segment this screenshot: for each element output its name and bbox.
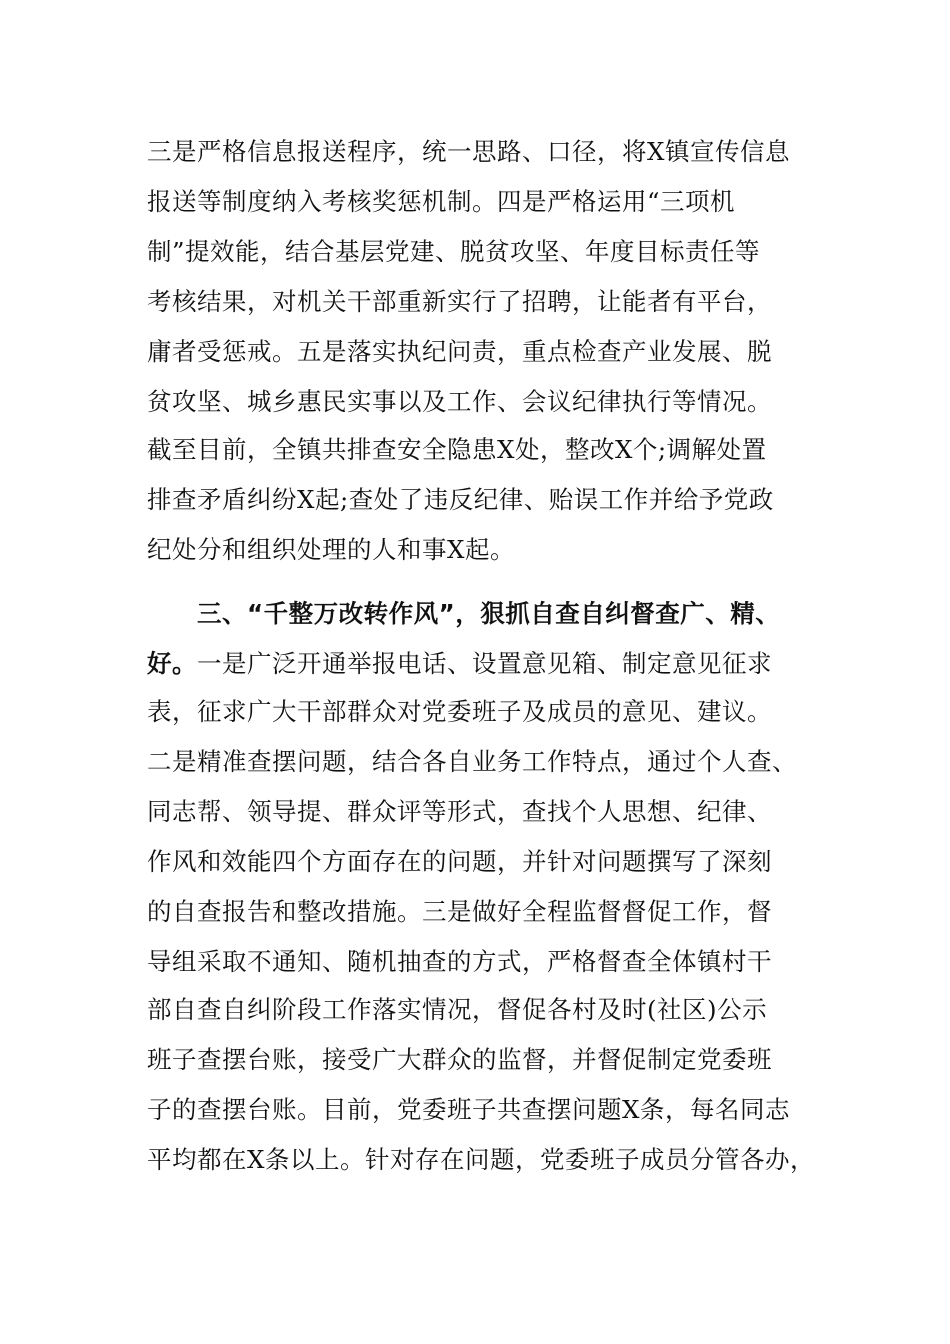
paragraph-line: 三是严格信息报送程序，统一思路、口径，将X镇宣传信息	[147, 137, 790, 166]
paragraph-line: 考核结果，对机关干部重新实行了招聘，让能者有平台，	[147, 287, 772, 316]
paragraph-line: 班子查摆台账，接受广大群众的监督，并督促制定党委班	[147, 1045, 772, 1074]
section-heading-continuation	[147, 644, 772, 684]
paragraph-line: 的自查报告和整改措施。三是做好全程监督督促工作，督	[147, 897, 772, 926]
paragraph-line: 纪处分和组织处理的人和事X起。	[147, 535, 515, 564]
paragraph-text: 一是广泛开通举报电话、设置意见箱、制定意见征求	[197, 649, 772, 678]
paragraph-line: 排查矛盾纠纷X起;查处了违反纪律、贻误工作并给予党政	[147, 485, 774, 514]
paragraph-line: 子的查摆台账。目前，党委班子共查摆问题X条，每名同志	[147, 1095, 790, 1124]
paragraph-line: 贫攻坚、城乡惠民实事以及工作、会议纪律执行等情况。	[147, 387, 772, 416]
paragraph-line: 作风和效能四个方面存在的问题，并针对问题撰写了深刻	[147, 847, 772, 876]
section-heading-end: 好。	[147, 649, 197, 678]
paragraph-line: 表，征求广大干部群众对党委班子及成员的意见、建议。	[147, 697, 772, 726]
paragraph-line: 二是精准查摆问题，结合各自业务工作特点，通过个人查、	[147, 747, 797, 776]
paragraph-line: 制”提效能，结合基层党建、脱贫攻坚、年度目标责任等	[147, 237, 761, 266]
paragraph-line: 报送等制度纳入考核奖惩机制。四是严格运用“三项机	[147, 187, 736, 216]
paragraph-line: 导组采取不通知、随机抽查的方式，严格督查全体镇村干	[147, 947, 772, 976]
paragraph-line: 庸者受惩戒。五是落实执纪问责，重点检查产业发展、脱	[147, 337, 772, 366]
section-heading: 三、“千整万改转作风”，狠抓自查自纠督查广、精、	[197, 599, 781, 628]
paragraph-line: 平均都在X条以上。针对存在问题，党委班子成员分管各办，	[147, 1145, 815, 1174]
paragraph-line: 部自查自纠阶段工作落实情况，督促各村及时(社区)公示	[147, 995, 768, 1024]
paragraph-line: 同志帮、领导提、群众评等形式，查找个人思想、纪律、	[147, 797, 772, 826]
paragraph-line: 截至目前，全镇共排查安全隐患X处，整改X个;调解处置	[147, 435, 767, 464]
